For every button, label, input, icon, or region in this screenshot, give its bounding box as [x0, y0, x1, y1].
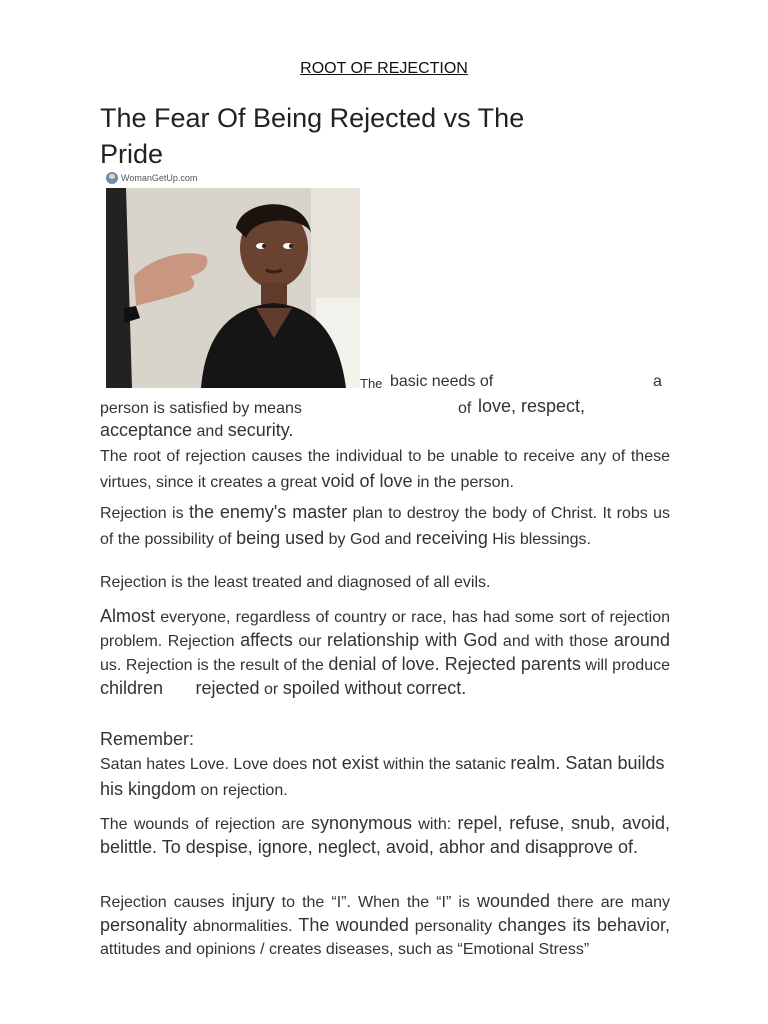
- person-icon: [106, 172, 118, 184]
- paragraph-root: The root of rejection causes the individual to be unable to receive any of these virtues, since it creates a great void of love in the person.: [100, 448, 670, 491]
- paragraph-almost-everyone: Almost everyone, regardless of country or race, has had some sort of rejection problem. Rejection affects our relationship with God and with those around us. Rejection is the result of the denial of love. Rejected parents will produce children rejected or spoiled without correct.: [100, 606, 670, 698]
- paragraph-basic-needs: The basic needs of a person is satisfied by means of love, respect, acceptance and security.: [100, 373, 662, 440]
- article-photo: [106, 188, 360, 388]
- paragraph-enemy: Rejection is the enemy's master plan to destroy the body of Christ. It robs us of the possibility of being used by God and receiving His blessings.: [100, 502, 671, 548]
- paragraph-remember: Remember: Satan hates Love. Love does not exist within the satanic realm. Satan builds his kingdom on rejection.: [100, 727, 670, 803]
- section-heading: ROOT OF REJECTION: [300, 60, 468, 77]
- paragraph-wounds: The wounds of rejection are synonymous with: repel, refuse, snub, avoid, belittle. To despise, ignore, neglect, avoid, abhor and disapprove of.: [100, 813, 671, 857]
- remember-label: Remember:: [100, 729, 195, 749]
- paragraph-least-treated: Rejection is the least treated and diagnosed of all evils.: [100, 574, 491, 591]
- image-watermark: [106, 172, 197, 184]
- page-title: The Fear Of Being Rejected vs The Pride: [100, 103, 525, 169]
- woman-pointed-at-illustration: [106, 188, 360, 388]
- watermark-text: WomanGetUp.com: [121, 173, 198, 183]
- paragraph-injury: Rejection causes injury to the “I”. When the “I” is wounded there are many personality abnormalities. The wounded personality changes its behavior, attitudes and opinions / creates diseases, such as “Emotional Stress”: [100, 891, 671, 958]
